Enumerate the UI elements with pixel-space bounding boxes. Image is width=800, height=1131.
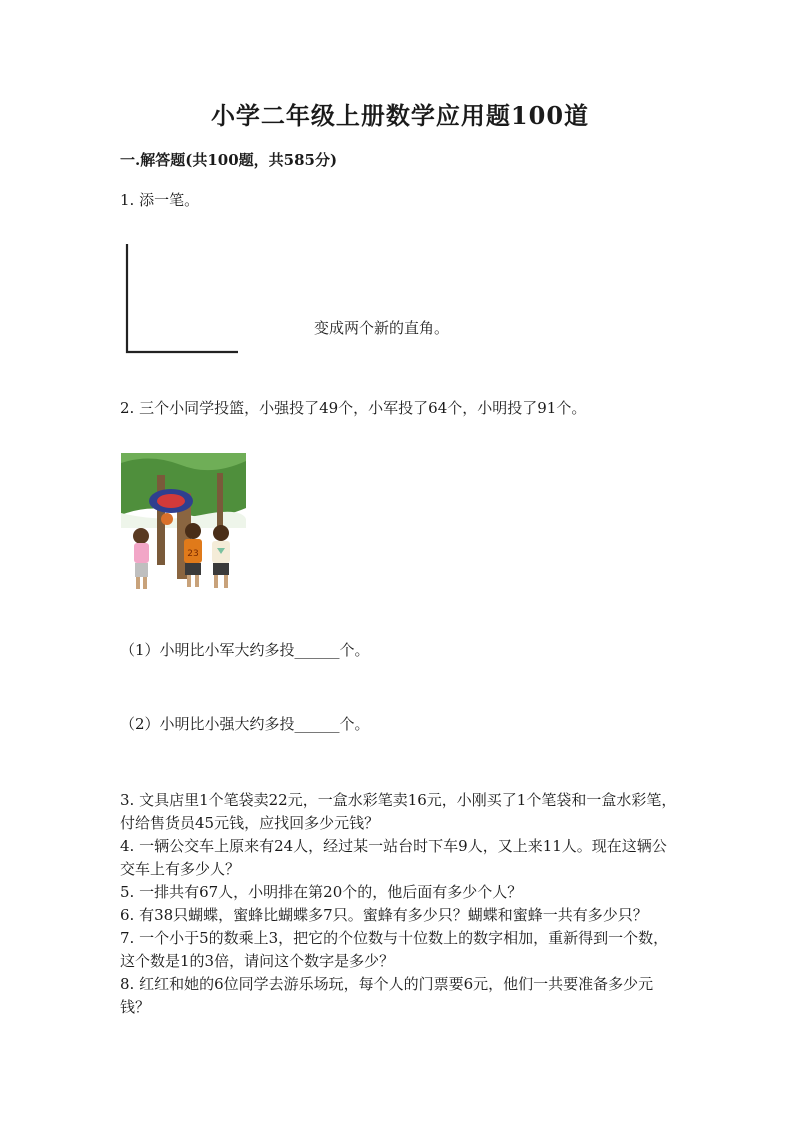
question-2-sub1: （1）小明比小军大约多投______个。 <box>120 641 370 659</box>
jersey-number: 23 <box>187 549 199 559</box>
section-heading: 一.解答题(共100题，共585分) <box>120 151 338 169</box>
page-title: 小学二年级上册数学应用题100道 <box>210 101 590 130</box>
question-1-caption: 变成两个新的直角。 <box>314 319 450 337</box>
question-3: 3. 文具店里1个笔袋卖22元，一盒水彩笔卖16元，小刚买了1个笔袋和一盒水彩笔，付给售货员45元钱，应找回多少元钱？ <box>120 791 677 832</box>
basketball-illustration <box>121 453 246 592</box>
question-2-sub2: （2）小明比小强大约多投______个。 <box>120 715 370 733</box>
question-4: 4. 一辆公交车上原来有24人，经过某一站台时下车9人，又上来11人。现在这辆公交车上有多少人？ <box>120 837 667 878</box>
question-2-text: 2. 三个小同学投篮，小强投了49个，小军投了64个，小明投了91个。 <box>120 399 587 417</box>
question-6: 6. 有38只蝴蝶，蜜蜂比蝴蝶多7只。蜜蜂有多少只？蝴蝶和蜜蜂一共有多少只？ <box>120 906 648 924</box>
question-7: 7. 一个小于5的数乘上3，把它的个位数与十位数上的数字相加，重新得到一个数，这个数是1的3倍，请问这个数字是多少？ <box>120 929 669 970</box>
question-8: 8. 红红和她的6位同学去游乐场玩，每个人的门票要6元，他们一共要准备多少元钱？ <box>120 975 654 1016</box>
question-1-text: 1. 添一笔。 <box>120 191 200 209</box>
question-list <box>120 789 680 1019</box>
right-angle-figure <box>120 240 245 358</box>
question-5: 5. 一排共有67人，小明排在第20个的，他后面有多少个人？ <box>120 883 523 901</box>
